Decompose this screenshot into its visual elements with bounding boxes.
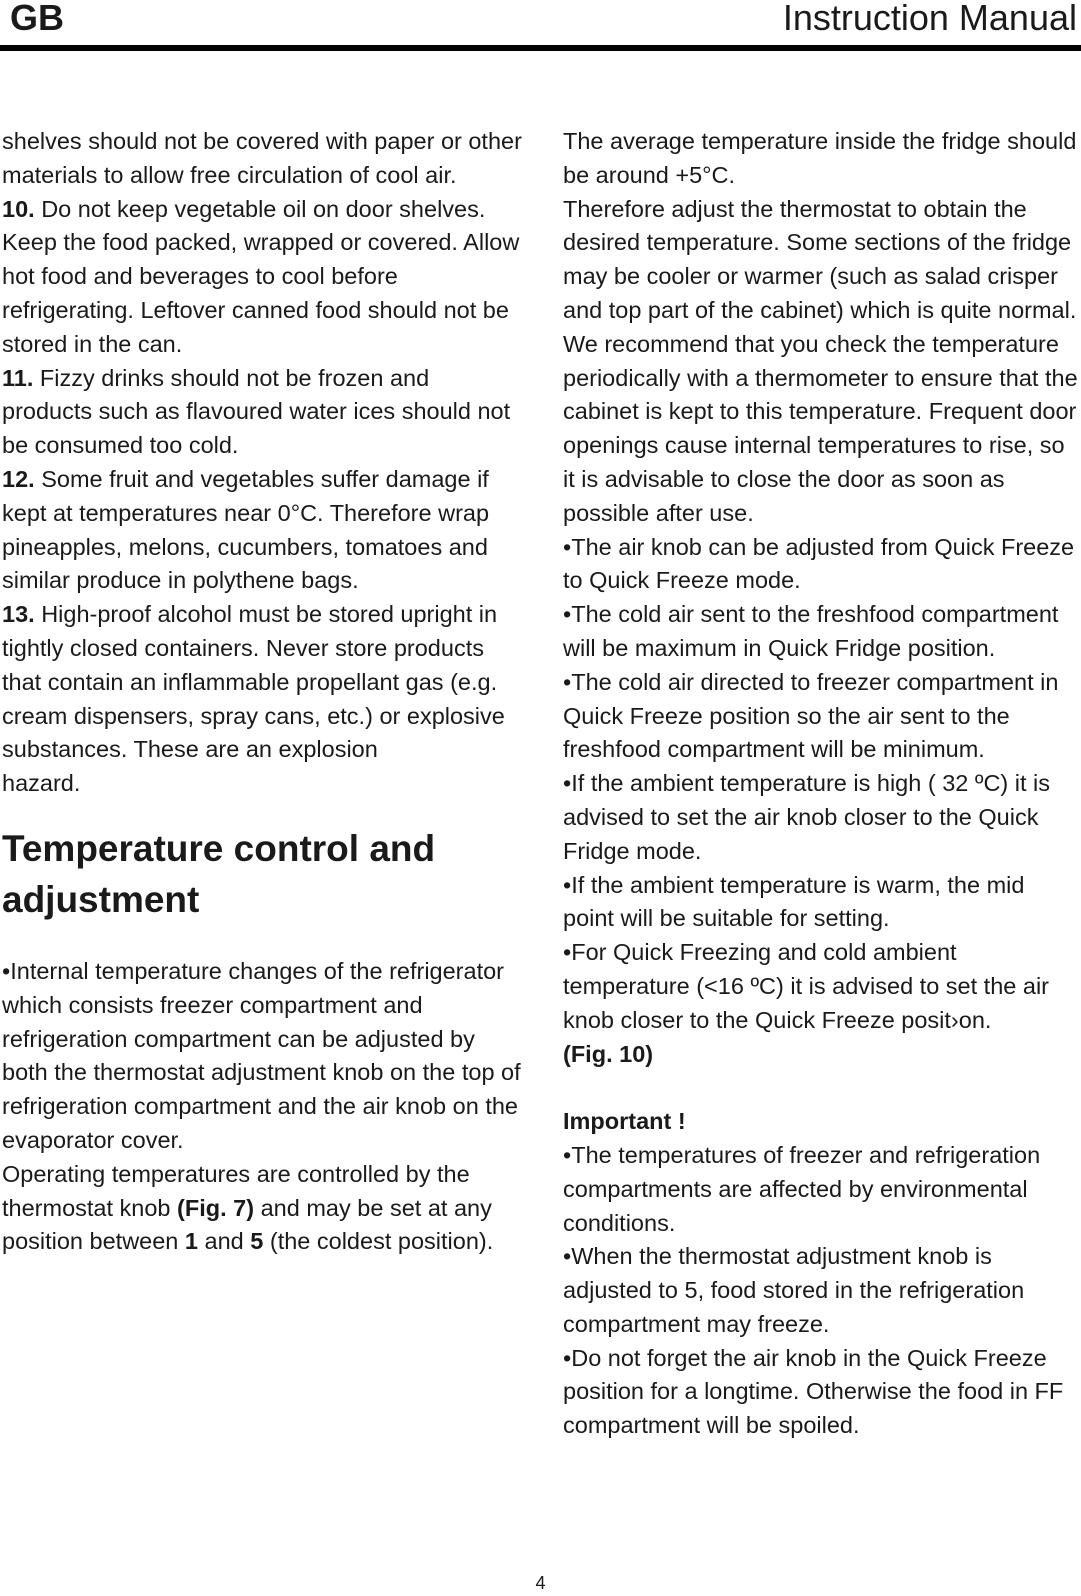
- item-11-text: Fizzy drinks should not be frozen and products such as flavoured water ices should not be consumed too cold.: [2, 364, 511, 459]
- item-12-text: Some fruit and vegetables suffer damage if kept at temperatures near 0°C. Therefore wrap pineapples, melons, cucumbers, tomatoes and similar produce in polythene bags.: [2, 465, 490, 594]
- operating-text-1: Operating temperatures are controlled by the thermostat knob: [2, 1160, 470, 1221]
- page-number: 4: [535, 1573, 546, 1593]
- item-10: [2, 193, 524, 362]
- manual-title: Instruction Manual: [782, 0, 1077, 38]
- bullet-air-knob: •The air knob can be adjusted from Quick Freeze to Quick Freeze mode.: [563, 533, 1075, 594]
- operating-text-4: (the coldest position).: [263, 1228, 494, 1255]
- important-bullet-3: •Do not forget the air knob in the Quick Freeze position for a longtime. Otherwise the food in FF compartment will be spoiled.: [563, 1344, 1064, 1439]
- language-code: GB: [10, 0, 64, 38]
- position-5: 5: [250, 1228, 264, 1255]
- item-13-text: High-proof alcohol must be stored upright in tightly closed containers. Never store products that contain an inflammable propellant gas (e.g. cream dispensers, spray cans, etc.) or explosive substances. These are an explosion: [2, 601, 505, 763]
- bullet-cold-air-freezer: •The cold air directed to freezer compartment in Quick Freeze position so the air sent to the freshfood compartment will be minimum.: [563, 668, 1059, 763]
- operating-text-2: and may be set at any position between: [2, 1194, 492, 1255]
- intro-paragraph: •Internal temperature changes of the refrigerator which consists freezer compartment and refrigeration compartment can be adjusted by both the thermostat adjustment knob on the top of refrigeration compartment and the air knob on the evaporator cover.: [2, 957, 521, 1153]
- bullet-ambient-high: •If the ambient temperature is high ( 32 ºC) it is advised to set the air knob closer to the Quick Fridge mode.: [563, 770, 1051, 864]
- thermostat-paragraph: Therefore adjust the thermostat to obtain the desired temperature. Some sections of the fridge may be cooler or warmer (such as salad crisper and top part of the cabinet) which is quite normal. We recommend that you check the temperature periodically with a thermometer to ensure that the cabinet is kept to this temperature. Frequent door openings cause internal temperatures to rise, so it is advisable to close the door as soon as possible after use.: [563, 195, 1078, 526]
- header-rule: [0, 45, 1081, 51]
- position-1: 1: [184, 1228, 198, 1255]
- section-heading: Temperature control and adjustment: [2, 827, 436, 920]
- item-13: [2, 598, 524, 767]
- bullet-cold-air-freshfood: •The cold air sent to the freshfood compartment will be maximum in Quick Fridge position.: [563, 601, 1059, 661]
- item-13-number: 13.: [2, 601, 35, 628]
- right-column: [563, 125, 1079, 1443]
- left-column: [2, 125, 524, 1259]
- item-12-number: 12.: [2, 465, 35, 492]
- continued-paragraph: shelves should not be covered with paper or other materials to allow free circulation of cool air.: [2, 128, 522, 188]
- bullet-quick-freezing: •For Quick Freezing and cold ambient temperature (<16 ºC) it is advised to set the air knob closer to the Quick Freeze posit›on.: [563, 939, 1049, 1033]
- bullet-ambient-warm: •If the ambient temperature is warm, the mid point will be suitable for setting.: [563, 871, 1025, 932]
- average-temp-paragraph: The average temperature inside the fridge should be around +5°C.: [563, 128, 1077, 188]
- spacer: [563, 1071, 1079, 1105]
- operating-text-3: and: [197, 1228, 251, 1255]
- important-heading: Important !: [563, 1108, 686, 1135]
- item-13-end: hazard.: [2, 770, 81, 797]
- important-bullet-1: •The temperatures of freezer and refrigeration compartments are affected by environmental conditions.: [563, 1141, 1041, 1236]
- fig-7-ref: (Fig. 7): [177, 1194, 255, 1221]
- item-10-text: Do not keep vegetable oil on door shelves. Keep the food packed, wrapped or covered. Allow hot food and beverages to cool before refrigerating. Leftover canned food should not be stored in the can.: [2, 195, 520, 357]
- operating-paragraph: [2, 1158, 524, 1259]
- item-11-number: 11.: [2, 364, 34, 391]
- important-bullet-2: •When the thermostat adjustment knob is adjusted to 5, food stored in the refrigeration compartment may freeze.: [563, 1243, 1025, 1337]
- item-12: [2, 463, 524, 598]
- fig-10-ref: (Fig. 10): [563, 1040, 654, 1067]
- item-11: [2, 362, 524, 463]
- item-10-number: 10.: [2, 195, 35, 222]
